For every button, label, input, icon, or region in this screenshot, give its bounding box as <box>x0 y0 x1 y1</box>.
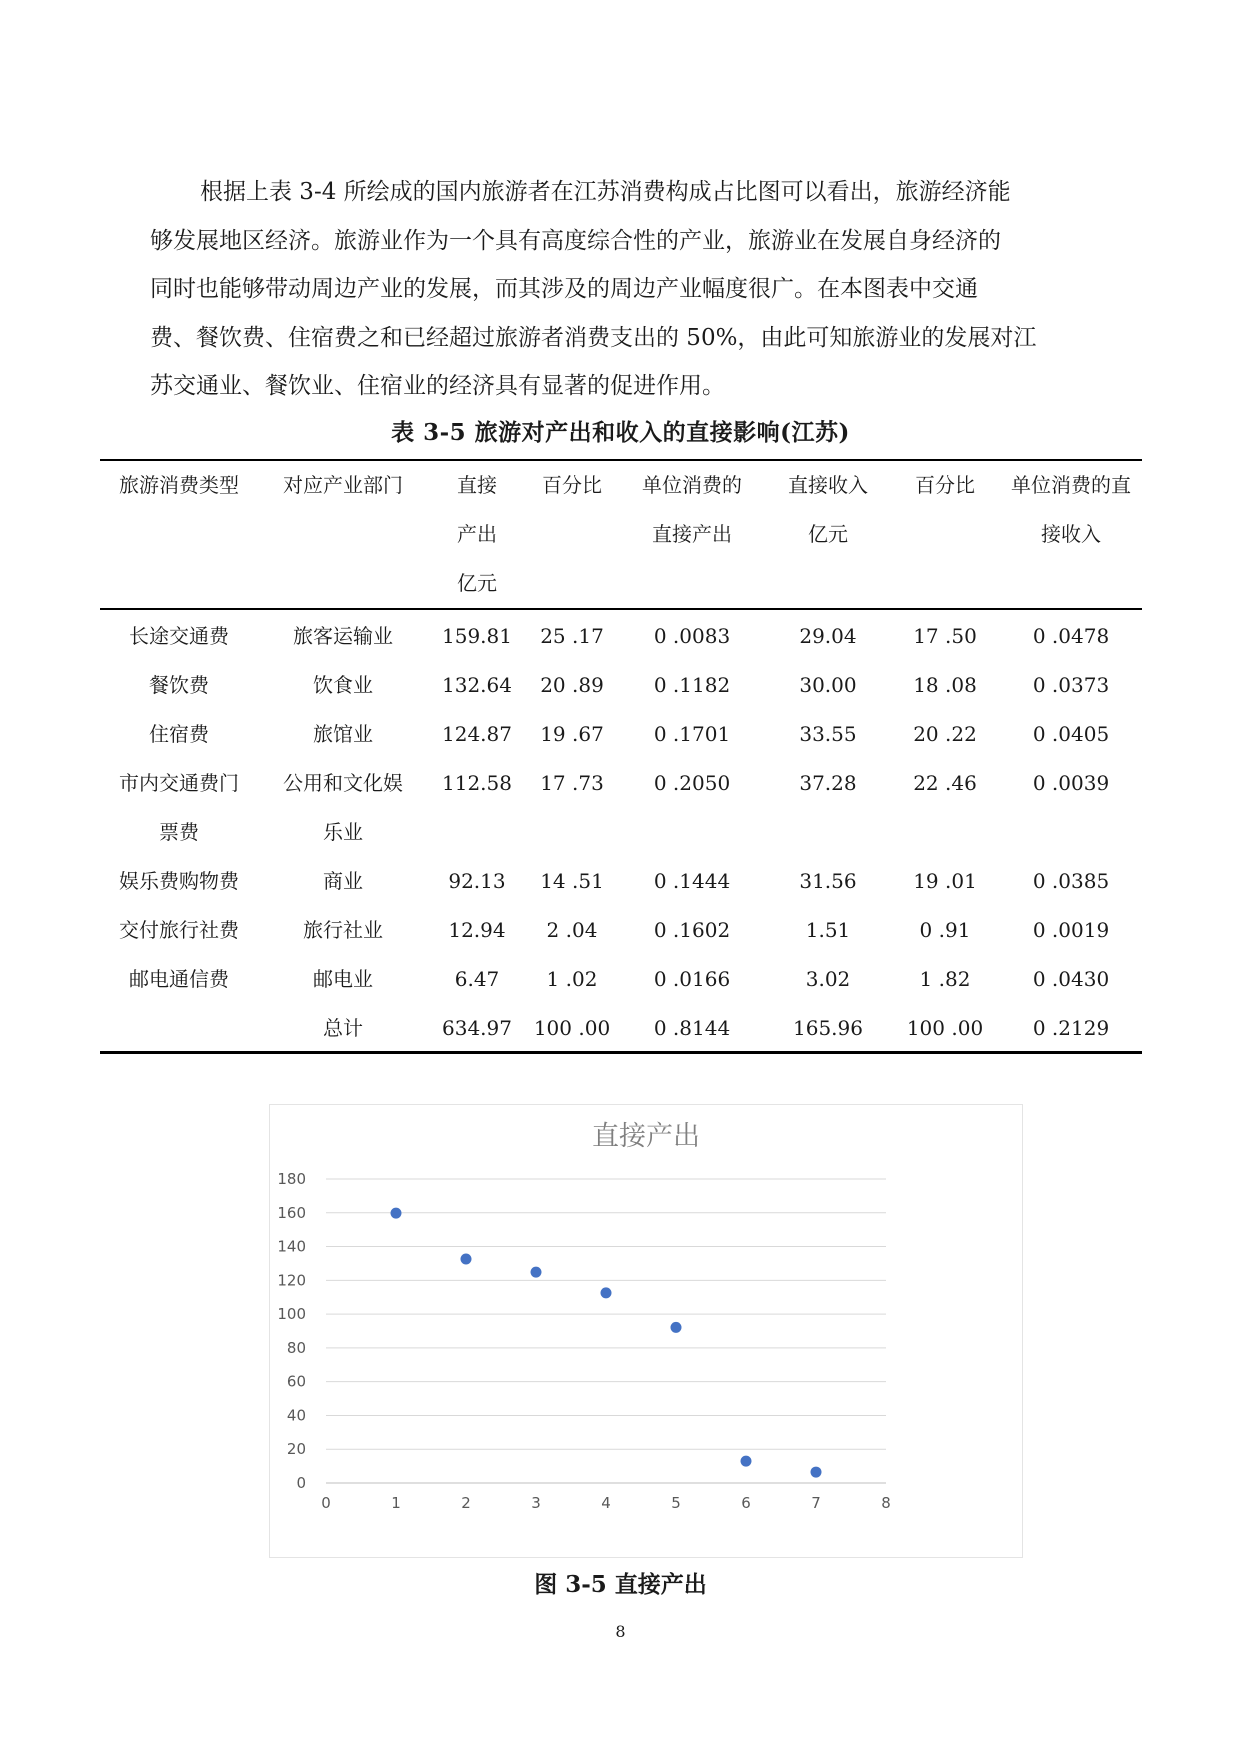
y-tick-label: 140 <box>277 1237 306 1256</box>
header-cell: 产出 <box>457 522 497 546</box>
table-cell <box>1000 808 1142 857</box>
table-cell: 0 .0039 <box>1032 771 1110 795</box>
data-table <box>100 461 1142 1053</box>
x-tick-label: 7 <box>811 1494 821 1512</box>
header-cell <box>526 510 618 559</box>
header-row <box>100 461 1142 510</box>
y-tick-label: 180 <box>277 1170 306 1188</box>
table-cell: 2 .04 <box>546 918 598 942</box>
table-cell: 商业 <box>323 869 363 893</box>
table-cell: 159.81 <box>442 624 512 648</box>
table-cell: 92.13 <box>448 869 506 893</box>
table-cell: 邮电通信费 <box>129 967 229 991</box>
paragraph-line: 苏交通业、餐饮业、住宿业的经济具有显著的促进作用。 <box>150 373 725 399</box>
x-tick-label: 5 <box>671 1494 681 1512</box>
table-cell: 0 .8144 <box>653 1016 731 1040</box>
data-point <box>461 1253 472 1264</box>
paragraph-line: 费、餐饮费、住宿费之和已经超过旅游者消费支出的 50%，由此可知旅游业的发展对江 <box>150 324 1037 351</box>
data-point <box>671 1322 682 1333</box>
table-cell: 20 .22 <box>913 722 977 746</box>
table-cell: 3.02 <box>805 967 851 991</box>
table-cell: 19 .01 <box>913 869 977 893</box>
header-row <box>100 510 1142 559</box>
table-row <box>100 906 1142 955</box>
table-cell: 29.04 <box>799 624 857 648</box>
data-point <box>601 1287 612 1298</box>
y-tick-label: 60 <box>286 1372 306 1391</box>
table-cell: 0 .0405 <box>1032 722 1110 746</box>
table-cell: 1 .82 <box>919 967 971 991</box>
x-axis-ticks <box>321 1494 891 1512</box>
table-cell: 112.58 <box>442 771 512 795</box>
table-cell: 22 .46 <box>913 771 977 795</box>
x-tick-label: 1 <box>391 1494 401 1512</box>
header-cell <box>618 559 766 608</box>
table-cell: 邮电业 <box>313 967 373 991</box>
table-cell: 124.87 <box>442 722 512 746</box>
table-cell: 0 .0019 <box>1032 918 1110 942</box>
table-cell: 25 .17 <box>540 624 604 648</box>
table-cell: 旅馆业 <box>313 722 373 746</box>
table-cell: 20 .89 <box>540 673 604 697</box>
table-cell: 33.55 <box>799 722 857 746</box>
table-body <box>100 608 1142 1053</box>
data-points <box>391 1208 822 1478</box>
header-cell <box>100 559 258 608</box>
table-cell: 19 .67 <box>540 722 604 746</box>
scatter-chart <box>269 1104 1023 1558</box>
header-cell <box>890 559 1000 608</box>
x-tick-label: 0 <box>321 1494 331 1512</box>
chart-gridlines <box>326 1179 886 1483</box>
table-cell: 132.64 <box>442 673 512 697</box>
data-point <box>391 1208 402 1219</box>
table-cell: 0 .91 <box>919 918 971 942</box>
header-row <box>100 559 1142 608</box>
table-cell: 0 .1602 <box>653 918 731 942</box>
x-tick-label: 4 <box>601 1494 611 1512</box>
table-cell: 100 .00 <box>906 1016 984 1040</box>
chart-svg <box>270 1105 1022 1557</box>
table-cell: 饮食业 <box>313 673 373 697</box>
chart-title: 直接产出 <box>592 1121 700 1152</box>
y-tick-label: 160 <box>277 1203 306 1222</box>
table-cell: 长途交通费 <box>129 624 229 648</box>
header-cell: 百分比 <box>915 473 975 497</box>
table-cell: 6.47 <box>454 967 500 991</box>
header-cell <box>258 559 428 608</box>
table-row <box>100 857 1142 906</box>
paragraph-line: 够发展地区经济。旅游业作为一个具有高度综合性的产业，旅游业在发展自身经济的 <box>150 227 1001 254</box>
header-cell: 直接收入 <box>788 473 868 497</box>
y-tick-label: 100 <box>277 1305 306 1324</box>
table-cell: 37.28 <box>799 771 857 795</box>
table-cell: 0 .0385 <box>1032 869 1110 893</box>
table-cell: 0 .1701 <box>653 722 731 746</box>
table-row <box>100 759 1142 808</box>
table-row <box>100 661 1142 710</box>
table-row-total <box>100 1004 1142 1053</box>
y-tick-label: 20 <box>286 1440 306 1459</box>
table-cell: 旅行社业 <box>303 918 383 942</box>
header-cell <box>1000 559 1142 608</box>
table-cell: 30.00 <box>799 673 857 697</box>
header-cell: 单位消费的 <box>642 473 742 497</box>
header-cell: 亿元 <box>457 571 497 595</box>
table-cell: 总计 <box>323 1016 363 1040</box>
figure-caption: 图 3-5 直接产出 <box>534 1571 707 1598</box>
table-cell: 0 .0083 <box>653 624 731 648</box>
table-cell: 票费 <box>159 820 199 844</box>
header-cell: 亿元 <box>808 522 848 546</box>
header-cell: 直接产出 <box>652 522 732 546</box>
header-cell: 对应产业部门 <box>283 473 403 497</box>
table-cell: 100 .00 <box>533 1016 611 1040</box>
body-paragraph <box>150 168 1096 411</box>
header-cell <box>258 510 428 559</box>
header-cell: 接收入 <box>1041 522 1101 546</box>
data-point <box>531 1267 542 1278</box>
table-cell: 旅客运输业 <box>293 624 393 648</box>
y-tick-label: 40 <box>286 1406 306 1425</box>
table-cell: 住宿费 <box>149 722 209 746</box>
table-row <box>100 808 1142 857</box>
table-cell: 17 .50 <box>913 624 977 648</box>
paragraph-line: 同时也能够带动周边产业的发展，而其涉及的周边产业幅度很广。在本图表中交通 <box>150 276 978 302</box>
paragraph-line: 根据上表 3-4 所绘成的国内旅游者在江苏消费构成占比图可以看出，旅游经济能 <box>200 179 1011 205</box>
table-cell: 0 .2129 <box>1032 1016 1110 1040</box>
table-cell: 31.56 <box>799 869 857 893</box>
data-point <box>741 1456 752 1467</box>
x-tick-label: 2 <box>461 1494 471 1512</box>
table-cell: 14 .51 <box>540 869 604 893</box>
table-cell: 市内交通费门 <box>119 771 239 795</box>
table-cell: 1.51 <box>805 918 851 942</box>
header-cell <box>890 510 1000 559</box>
header-cell: 百分比 <box>542 473 602 497</box>
table-cell: 12.94 <box>448 918 506 942</box>
table-row <box>100 612 1142 661</box>
table-cell: 634.97 <box>442 1016 512 1040</box>
table-cell <box>428 808 526 857</box>
header-cell <box>526 559 618 608</box>
header-cell: 旅游消费类型 <box>119 473 239 497</box>
table-cell <box>100 1004 258 1053</box>
table-caption: 表 3-5 旅游对产出和收入的直接影响(江苏) <box>391 419 850 446</box>
table-cell: 17 .73 <box>540 771 604 795</box>
table-cell: 0 .0373 <box>1032 673 1110 697</box>
table-cell: 165.96 <box>793 1016 863 1040</box>
table-cell: 餐饮费 <box>149 673 209 697</box>
table-cell: 乐业 <box>323 820 363 844</box>
table-header <box>100 461 1142 608</box>
y-tick-label: 0 <box>296 1474 306 1492</box>
x-tick-label: 6 <box>741 1494 751 1512</box>
table-cell: 0 .0430 <box>1032 967 1110 991</box>
table-row <box>100 710 1142 759</box>
table-cell <box>890 808 1000 857</box>
y-tick-label: 80 <box>286 1338 306 1357</box>
table-cell: 0 .0478 <box>1032 624 1110 648</box>
data-point <box>811 1467 822 1478</box>
table-cell: 0 .1182 <box>653 673 731 697</box>
table-row <box>100 955 1142 1004</box>
table-cell <box>526 808 618 857</box>
table-cell <box>766 808 890 857</box>
header-cell: 直接 <box>457 473 497 497</box>
x-tick-label: 8 <box>881 1494 891 1512</box>
x-tick-label: 3 <box>531 1494 541 1512</box>
table-cell: 0 .0166 <box>653 967 731 991</box>
table-cell: 18 .08 <box>913 673 977 697</box>
table-cell: 娱乐费购物费 <box>119 869 239 893</box>
table-cell: 0 .2050 <box>653 771 731 795</box>
header-cell: 单位消费的直 <box>1011 473 1131 497</box>
y-tick-label: 120 <box>277 1271 306 1290</box>
y-axis-ticks <box>277 1170 306 1492</box>
header-cell <box>766 559 890 608</box>
header-cell <box>100 510 258 559</box>
table-cell: 交付旅行社费 <box>119 918 239 942</box>
table-cell: 1 .02 <box>546 967 598 991</box>
table-cell: 公用和文化娱 <box>283 771 403 795</box>
page-number: 8 <box>615 1622 626 1641</box>
table-cell: 0 .1444 <box>653 869 731 893</box>
table-cell <box>618 808 766 857</box>
